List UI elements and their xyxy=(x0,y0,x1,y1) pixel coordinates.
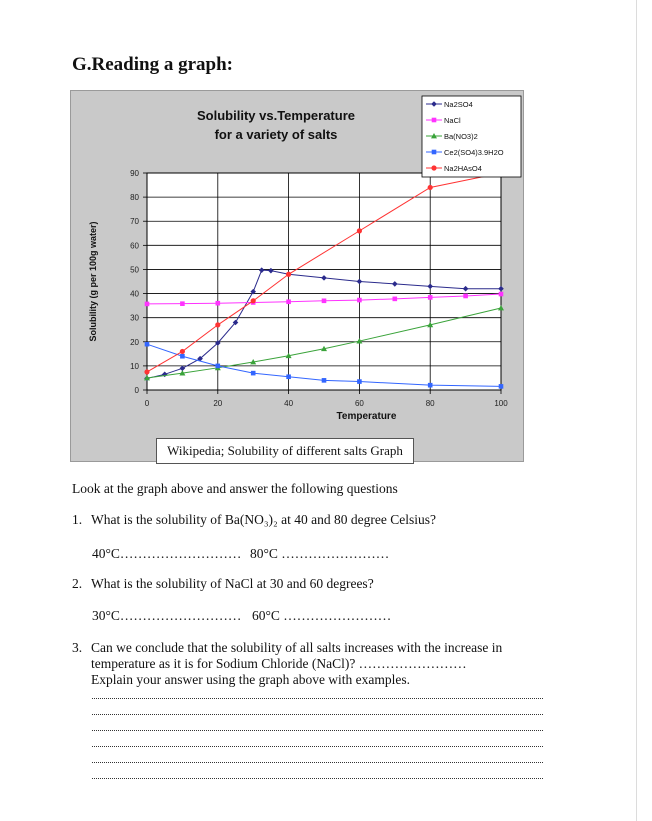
y-tick-label: 90 xyxy=(130,169,139,178)
data-point xyxy=(428,383,433,388)
q2-text: What is the solubility of NaCl at 30 and 60 degrees? xyxy=(91,576,374,591)
intro-text: Look at the graph above and answer the following questions xyxy=(72,481,398,496)
q1-text: What is the solubility of Ba(NO₃)₂ at 40 and 80 degree Celsius? xyxy=(91,512,436,527)
q3-text-line1: Can we conclude that the solubility of all salts increases with the increase in xyxy=(91,640,503,655)
page-edge-rule xyxy=(636,0,637,821)
data-point xyxy=(463,294,468,299)
chart-frame xyxy=(70,90,524,462)
q3-text-line2: temperature as it is for Sodium Chloride (NaCl)? …………………… xyxy=(91,656,467,671)
y-tick-label: 80 xyxy=(130,193,139,203)
legend-marker xyxy=(432,150,437,155)
y-tick-label: 70 xyxy=(130,217,139,227)
x-tick-label: 0 xyxy=(144,399,150,408)
data-point xyxy=(286,272,291,277)
data-point xyxy=(393,297,398,302)
data-point xyxy=(428,295,433,300)
x-axis-label: Temperature xyxy=(336,411,397,422)
x-tick-label: 20 xyxy=(213,399,223,408)
y-tick-label: 0 xyxy=(134,386,139,395)
q3-number: 3. xyxy=(72,640,83,655)
data-point xyxy=(145,342,150,347)
data-point xyxy=(322,298,327,303)
legend-marker xyxy=(431,165,436,170)
legend-label: NaCl xyxy=(444,116,461,125)
legend-marker xyxy=(432,118,437,123)
data-point xyxy=(499,384,504,389)
solubility-chart xyxy=(71,91,523,461)
data-point xyxy=(216,364,221,369)
q1-answer-40[interactable]: 40°C……………………… xyxy=(92,546,242,561)
legend-label: Na2SO4 xyxy=(444,100,473,109)
answer-line[interactable] xyxy=(92,762,543,763)
data-point xyxy=(286,374,291,379)
answer-line[interactable] xyxy=(92,698,543,699)
chart-title: Solubility vs.Temperature xyxy=(197,108,355,123)
data-point xyxy=(286,299,291,304)
legend-label: Ba(NO3)2 xyxy=(444,132,478,141)
section-heading: G.Reading a graph: xyxy=(72,54,233,75)
data-point xyxy=(215,322,220,327)
q2-answer-60[interactable]: 60°C …………………… xyxy=(252,608,392,623)
q2-number: 2. xyxy=(72,576,83,591)
legend-label: Na2HAsO4 xyxy=(444,164,482,173)
y-tick-label: 30 xyxy=(130,313,139,323)
data-point xyxy=(322,378,327,383)
y-tick-label: 50 xyxy=(130,265,139,275)
q2-answer-30[interactable]: 30°C……………………… xyxy=(92,608,242,623)
data-point xyxy=(180,349,185,354)
y-tick-label: 20 xyxy=(130,337,139,347)
chart-subtitle: for a variety of salts xyxy=(214,127,338,142)
data-point xyxy=(499,292,504,297)
data-point xyxy=(145,302,150,307)
data-point xyxy=(428,185,433,190)
data-point xyxy=(216,301,221,306)
answer-line[interactable] xyxy=(92,714,543,715)
q1-number: 1. xyxy=(72,512,83,527)
q3-text-line3: Explain your answer using the graph above with examples. xyxy=(91,672,411,687)
data-point xyxy=(180,354,185,359)
x-tick-label: 40 xyxy=(284,399,294,408)
x-tick-label: 80 xyxy=(425,399,435,408)
x-tick-label: 100 xyxy=(494,399,508,408)
q1-answer-80[interactable]: 80°C …………………… xyxy=(250,546,390,561)
legend-label: Ce2(SO4)3.9H2O xyxy=(444,148,504,157)
data-point xyxy=(357,379,362,384)
data-point xyxy=(251,371,256,376)
y-tick-label: 10 xyxy=(130,361,139,371)
answer-line[interactable] xyxy=(92,730,543,731)
y-axis-label: Solubility (g per 100g water) xyxy=(88,221,98,342)
data-point xyxy=(180,301,185,306)
answer-line[interactable] xyxy=(92,778,543,779)
data-point xyxy=(357,298,362,303)
answer-line[interactable] xyxy=(92,746,543,747)
data-point xyxy=(144,369,149,374)
chart-caption: Wikipedia; Solubility of different salts Graph xyxy=(156,438,414,464)
data-point xyxy=(357,228,362,233)
y-tick-label: 60 xyxy=(130,241,139,251)
y-tick-label: 40 xyxy=(130,289,139,299)
x-tick-label: 60 xyxy=(354,399,364,408)
data-point xyxy=(251,298,256,303)
